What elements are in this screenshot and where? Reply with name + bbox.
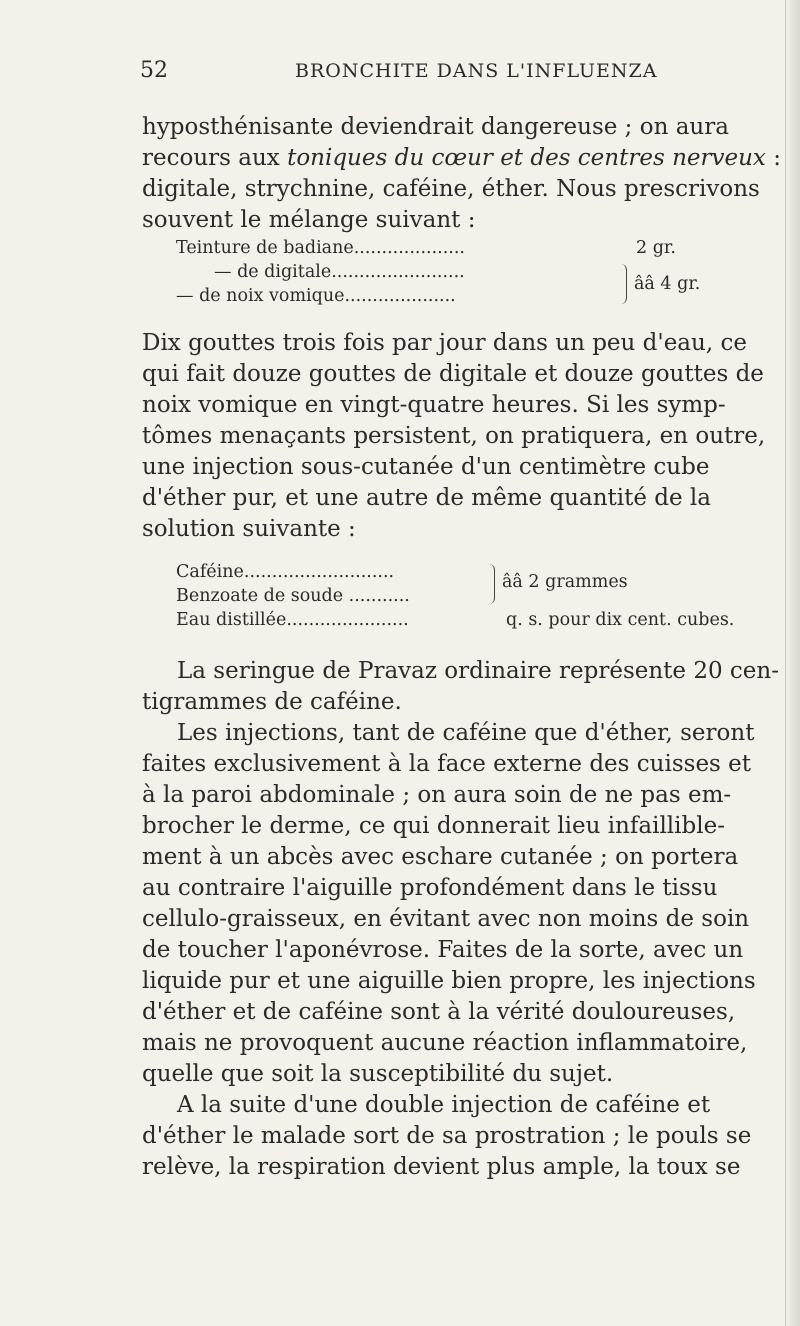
text-line: solution suivante : <box>142 516 356 542</box>
text-line: faites exclusivement à la face externe des cuisses et <box>142 751 752 777</box>
formula-ingredient: Teinture de badiane.................... <box>176 238 465 258</box>
shared-amount: ââ 2 grammes <box>502 572 628 592</box>
formula-row <box>176 560 736 584</box>
formula-ingredient: Benzoate de soude ........... <box>176 586 410 606</box>
formula-row <box>176 584 736 608</box>
page-header <box>140 58 700 88</box>
text-line: tômes menaçants persistent, on pratiquera, en outre, <box>142 423 766 449</box>
page-number: 52 <box>140 58 168 83</box>
paragraph-1 <box>142 112 781 236</box>
brace-symbol <box>620 264 627 304</box>
formula-amount: 2 gr. <box>636 238 676 258</box>
formula-row <box>176 608 736 632</box>
text-line: brocher le derme, ce qui donnerait lieu infaillible- <box>142 813 725 839</box>
text-line: à la paroi abdominale ; on aura soin de ne pas em- <box>142 782 732 808</box>
text-line: Les injections, tant de caféine que d'éther, seront <box>177 720 755 746</box>
text-line: mais ne provoquent aucune réaction inflammatoire, <box>142 1030 748 1056</box>
text-line: quelle que soit la susceptibilité du sujet. <box>142 1061 614 1087</box>
text-line: digitale, strychnine, caféine, éther. Nous prescrivons <box>142 176 760 202</box>
text-line: recours aux toniques du cœur et des centres nerveux : <box>142 145 781 171</box>
italic-phrase: toniques du cœur et des centres nerveux <box>287 145 766 171</box>
formula-ingredient: — de digitale........................ <box>214 262 465 282</box>
text-line: d'éther et de caféine sont à la vérité douloureuses, <box>142 999 736 1025</box>
formula-ingredient: — de noix vomique.................... <box>176 286 456 306</box>
page-edge <box>785 0 800 1326</box>
shared-amount: ââ 4 gr. <box>634 274 701 294</box>
text-line: A la suite d'une double injection de caféine et <box>177 1092 711 1118</box>
text-line: cellulo-graisseux, en évitant avec non moins de soin <box>142 906 750 932</box>
brace-symbol <box>488 564 495 604</box>
text-line: liquide pur et une aiguille bien propre, les injections <box>142 968 756 994</box>
prescription-formula-1 <box>176 236 736 308</box>
paragraph-3 <box>142 656 779 1183</box>
formula-amount: q. s. pour dix cent. cubes. <box>506 610 735 630</box>
text-line: ment à un abcès avec eschare cutanée ; on portera <box>142 844 739 870</box>
text-line: Dix gouttes trois fois par jour dans un peu d'eau, ce <box>142 330 747 356</box>
paragraph-2 <box>142 328 765 545</box>
text-line: souvent le mélange suivant : <box>142 207 476 233</box>
text-line: de toucher l'aponévrose. Faites de la sorte, avec un <box>142 937 744 963</box>
text-line: au contraire l'aiguille profondément dans le tissu <box>142 875 718 901</box>
text-line: qui fait douze gouttes de digitale et douze gouttes de <box>142 361 764 387</box>
text-line: relève, la respiration devient plus ample, la toux se <box>142 1154 741 1180</box>
prescription-formula-2 <box>176 560 736 632</box>
text-line: noix vomique en vingt-quatre heures. Si les symp- <box>142 392 726 418</box>
text-line: une injection sous-cutanée d'un centimètre cube <box>142 454 710 480</box>
running-title: BRONCHITE DANS L'INFLUENZA <box>295 60 658 82</box>
text-line: La seringue de Pravaz ordinaire représente 20 cen- <box>177 658 779 684</box>
formula-ingredient: Caféine........................... <box>176 562 395 582</box>
formula-row <box>176 236 736 260</box>
formula-ingredient: Eau distillée...................... <box>176 610 409 630</box>
text-line: d'éther pur, et une autre de même quantité de la <box>142 485 711 511</box>
text-line: tigrammes de caféine. <box>142 689 402 715</box>
text-line: d'éther le malade sort de sa prostration ; le pouls se <box>142 1123 752 1149</box>
text-line: hyposthénisante deviendrait dangereuse ; on aura <box>142 114 729 140</box>
